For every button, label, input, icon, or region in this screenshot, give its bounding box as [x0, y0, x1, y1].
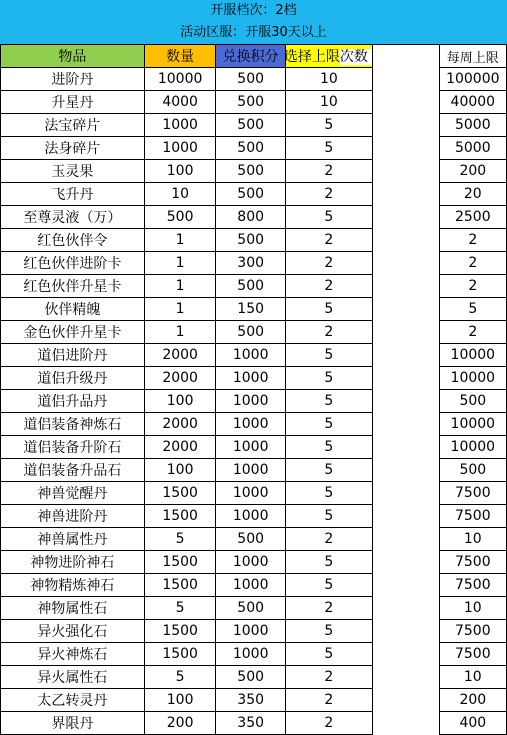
points-cell: 500: [216, 160, 285, 183]
times-cell: 2: [285, 229, 372, 252]
table-row: [1, 436, 507, 459]
item-cell: 升星丹: [1, 91, 145, 114]
table-row: [1, 321, 507, 344]
gap-cell: [372, 505, 439, 528]
times-cell: 10: [285, 68, 372, 91]
quantity-cell: 5: [144, 528, 216, 551]
gap-cell: [372, 68, 439, 91]
weekly-limit-cell: 10: [439, 528, 506, 551]
table-row: [1, 252, 507, 275]
item-cell: 道侣升品丹: [1, 390, 145, 413]
weekly-limit-cell: 10: [439, 666, 506, 689]
item-cell: 神物进阶神石: [1, 551, 145, 574]
weekly-limit-cell: 7500: [439, 574, 506, 597]
gap-cell: [372, 275, 439, 298]
gap-cell: [372, 390, 439, 413]
item-cell: 道侣装备神炼石: [1, 413, 145, 436]
quantity-cell: 1500: [144, 620, 216, 643]
weekly-limit-cell: 7500: [439, 551, 506, 574]
points-cell: 500: [216, 137, 285, 160]
gap-cell: [372, 252, 439, 275]
quantity-cell: 200: [144, 712, 216, 735]
header-weekly-limit: 每周上限: [439, 45, 506, 68]
table-row: [1, 160, 507, 183]
table-row: [1, 459, 507, 482]
item-cell: 神兽进阶丹: [1, 505, 145, 528]
points-cell: 1000: [216, 482, 285, 505]
points-cell: 1000: [216, 574, 285, 597]
times-cell: 5: [285, 344, 372, 367]
weekly-limit-cell: 400: [439, 712, 506, 735]
table-row: [1, 413, 507, 436]
item-cell: 至尊灵液（万）: [1, 206, 145, 229]
table-row: [1, 666, 507, 689]
header-item: 物品: [1, 45, 145, 68]
table-row: [1, 597, 507, 620]
weekly-limit-cell: 10000: [439, 344, 506, 367]
times-cell: 5: [285, 413, 372, 436]
quantity-cell: 2000: [144, 413, 216, 436]
gap-cell: [372, 643, 439, 666]
gap-cell: [372, 689, 439, 712]
table-row: [1, 344, 507, 367]
weekly-limit-cell: 5: [439, 298, 506, 321]
quantity-cell: 2000: [144, 436, 216, 459]
quantity-cell: 10: [144, 183, 216, 206]
table-row: [1, 367, 507, 390]
times-cell: 5: [285, 367, 372, 390]
banner-server-region: 活动区服：开服30天以上: [0, 22, 507, 44]
item-cell: 神兽觉醒丹: [1, 482, 145, 505]
item-cell: 红色伙伴进阶卡: [1, 252, 145, 275]
gap-cell: [372, 574, 439, 597]
points-cell: 500: [216, 91, 285, 114]
quantity-cell: 100: [144, 160, 216, 183]
times-cell: 5: [285, 574, 372, 597]
gap-cell: [372, 712, 439, 735]
table-row: [1, 574, 507, 597]
gap-cell: [372, 229, 439, 252]
weekly-limit-cell: 2: [439, 275, 506, 298]
header-gap: [372, 45, 439, 68]
item-cell: 法宝碎片: [1, 114, 145, 137]
points-cell: 350: [216, 712, 285, 735]
item-cell: 神物精炼神石: [1, 574, 145, 597]
weekly-limit-cell: 100000: [439, 68, 506, 91]
points-cell: 1000: [216, 643, 285, 666]
points-cell: 1000: [216, 390, 285, 413]
gap-cell: [372, 620, 439, 643]
points-cell: 150: [216, 298, 285, 321]
weekly-limit-cell: 10000: [439, 367, 506, 390]
weekly-limit-cell: 10000: [439, 436, 506, 459]
table-row: [1, 183, 507, 206]
quantity-cell: 1000: [144, 114, 216, 137]
quantity-cell: 1: [144, 321, 216, 344]
gap-cell: [372, 321, 439, 344]
item-cell: 异火神炼石: [1, 643, 145, 666]
item-cell: 界限丹: [1, 712, 145, 735]
table-row: [1, 528, 507, 551]
points-cell: 800: [216, 206, 285, 229]
times-cell: 5: [285, 459, 372, 482]
table-row: [1, 689, 507, 712]
points-cell: 500: [216, 114, 285, 137]
gap-cell: [372, 459, 439, 482]
table-row: [1, 206, 507, 229]
table-row: [1, 482, 507, 505]
weekly-limit-cell: 2: [439, 321, 506, 344]
quantity-cell: 100: [144, 689, 216, 712]
table-row: [1, 298, 507, 321]
quantity-cell: 1: [144, 275, 216, 298]
table-row: [1, 275, 507, 298]
item-cell: 道侣升级丹: [1, 367, 145, 390]
header-exchange-points: 兑换积分: [216, 45, 285, 68]
points-cell: 1000: [216, 436, 285, 459]
table-row: [1, 114, 507, 137]
quantity-cell: 1: [144, 298, 216, 321]
weekly-limit-cell: 7500: [439, 620, 506, 643]
gap-cell: [372, 482, 439, 505]
gap-cell: [372, 137, 439, 160]
table-row: [1, 643, 507, 666]
weekly-limit-cell: 2: [439, 229, 506, 252]
quantity-cell: 4000: [144, 91, 216, 114]
weekly-limit-cell: 10: [439, 597, 506, 620]
times-cell: 5: [285, 114, 372, 137]
table-row: [1, 390, 507, 413]
exchange-table: [0, 44, 507, 735]
table-row: [1, 68, 507, 91]
times-cell: 2: [285, 160, 372, 183]
points-cell: 500: [216, 321, 285, 344]
points-cell: 1000: [216, 551, 285, 574]
weekly-limit-cell: 5000: [439, 114, 506, 137]
table-row: [1, 137, 507, 160]
weekly-limit-cell: 7500: [439, 482, 506, 505]
times-cell: 2: [285, 528, 372, 551]
gap-cell: [372, 597, 439, 620]
item-cell: 神物属性石: [1, 597, 145, 620]
times-cell: 2: [285, 321, 372, 344]
times-cell: 2: [285, 275, 372, 298]
points-cell: 1000: [216, 413, 285, 436]
table-row: [1, 551, 507, 574]
item-cell: 飞升丹: [1, 183, 145, 206]
quantity-cell: 1500: [144, 505, 216, 528]
times-cell: 5: [285, 298, 372, 321]
gap-cell: [372, 91, 439, 114]
table-row: [1, 620, 507, 643]
points-cell: 500: [216, 229, 285, 252]
item-cell: 异火属性石: [1, 666, 145, 689]
gap-cell: [372, 551, 439, 574]
times-cell: 2: [285, 252, 372, 275]
points-cell: 1000: [216, 367, 285, 390]
weekly-limit-cell: 500: [439, 390, 506, 413]
gap-cell: [372, 666, 439, 689]
quantity-cell: 1: [144, 252, 216, 275]
times-cell: 5: [285, 643, 372, 666]
header-select-limit-label: 选择上限: [283, 49, 340, 65]
weekly-limit-cell: 10000: [439, 413, 506, 436]
points-cell: 350: [216, 689, 285, 712]
quantity-cell: 1500: [144, 643, 216, 666]
item-cell: 金色伙伴升星卡: [1, 321, 145, 344]
times-cell: 5: [285, 390, 372, 413]
quantity-cell: 1000: [144, 137, 216, 160]
points-cell: 500: [216, 183, 285, 206]
gap-cell: [372, 114, 439, 137]
quantity-cell: 100: [144, 459, 216, 482]
points-cell: 500: [216, 528, 285, 551]
quantity-cell: 1500: [144, 482, 216, 505]
times-cell: 2: [285, 183, 372, 206]
times-cell: 5: [285, 620, 372, 643]
header-quantity: 数量: [144, 45, 216, 68]
quantity-cell: 500: [144, 206, 216, 229]
banner-server-tier: 开服档次：2档: [0, 0, 507, 22]
points-cell: 1000: [216, 505, 285, 528]
weekly-limit-cell: 20: [439, 183, 506, 206]
times-cell: 5: [285, 137, 372, 160]
item-cell: 道侣装备升品石: [1, 459, 145, 482]
times-cell: 5: [285, 551, 372, 574]
points-cell: 300: [216, 252, 285, 275]
points-cell: 500: [216, 68, 285, 91]
quantity-cell: 5: [144, 666, 216, 689]
table-header-row: [1, 45, 507, 68]
gap-cell: [372, 183, 439, 206]
quantity-cell: 10000: [144, 68, 216, 91]
gap-cell: [372, 367, 439, 390]
quantity-cell: 100: [144, 390, 216, 413]
gap-cell: [372, 344, 439, 367]
times-cell: 2: [285, 597, 372, 620]
points-cell: 500: [216, 597, 285, 620]
times-cell: 5: [285, 206, 372, 229]
quantity-cell: 2000: [144, 367, 216, 390]
item-cell: 道侣进阶丹: [1, 344, 145, 367]
gap-cell: [372, 160, 439, 183]
times-cell: 2: [285, 689, 372, 712]
times-cell: 5: [285, 436, 372, 459]
gap-cell: [372, 206, 439, 229]
points-cell: 1000: [216, 459, 285, 482]
item-cell: 红色伙伴令: [1, 229, 145, 252]
gap-cell: [372, 528, 439, 551]
times-cell: 5: [285, 505, 372, 528]
item-cell: 进阶丹: [1, 68, 145, 91]
item-cell: 法身碎片: [1, 137, 145, 160]
points-cell: 1000: [216, 344, 285, 367]
table-row: [1, 91, 507, 114]
weekly-limit-cell: 40000: [439, 91, 506, 114]
weekly-limit-cell: 500: [439, 459, 506, 482]
table-row: [1, 229, 507, 252]
item-cell: 玉灵果: [1, 160, 145, 183]
points-cell: 1000: [216, 620, 285, 643]
quantity-cell: 1500: [144, 574, 216, 597]
item-cell: 神兽属性丹: [1, 528, 145, 551]
quantity-cell: 5: [144, 597, 216, 620]
item-cell: 红色伙伴升星卡: [1, 275, 145, 298]
times-cell: 2: [285, 666, 372, 689]
quantity-cell: 1500: [144, 551, 216, 574]
weekly-limit-cell: 200: [439, 689, 506, 712]
weekly-limit-cell: 7500: [439, 643, 506, 666]
weekly-limit-cell: 5000: [439, 137, 506, 160]
quantity-cell: 1: [144, 229, 216, 252]
gap-cell: [372, 298, 439, 321]
gap-cell: [372, 436, 439, 459]
item-cell: 伙伴精魄: [1, 298, 145, 321]
weekly-limit-cell: 7500: [439, 505, 506, 528]
points-cell: 500: [216, 666, 285, 689]
times-cell: 10: [285, 91, 372, 114]
header-times-label: 次数: [340, 49, 372, 65]
times-cell: 5: [285, 482, 372, 505]
points-cell: 500: [216, 275, 285, 298]
table-body: [1, 68, 507, 735]
table-row: [1, 505, 507, 528]
gap-cell: [372, 413, 439, 436]
item-cell: 道侣装备升阶石: [1, 436, 145, 459]
table-row: [1, 712, 507, 735]
weekly-limit-cell: 2: [439, 252, 506, 275]
weekly-limit-cell: 200: [439, 160, 506, 183]
times-cell: 2: [285, 712, 372, 735]
quantity-cell: 2000: [144, 344, 216, 367]
weekly-limit-cell: 2500: [439, 206, 506, 229]
item-cell: 异火强化石: [1, 620, 145, 643]
item-cell: 太乙转灵丹: [1, 689, 145, 712]
header-select-limit: [285, 45, 372, 68]
